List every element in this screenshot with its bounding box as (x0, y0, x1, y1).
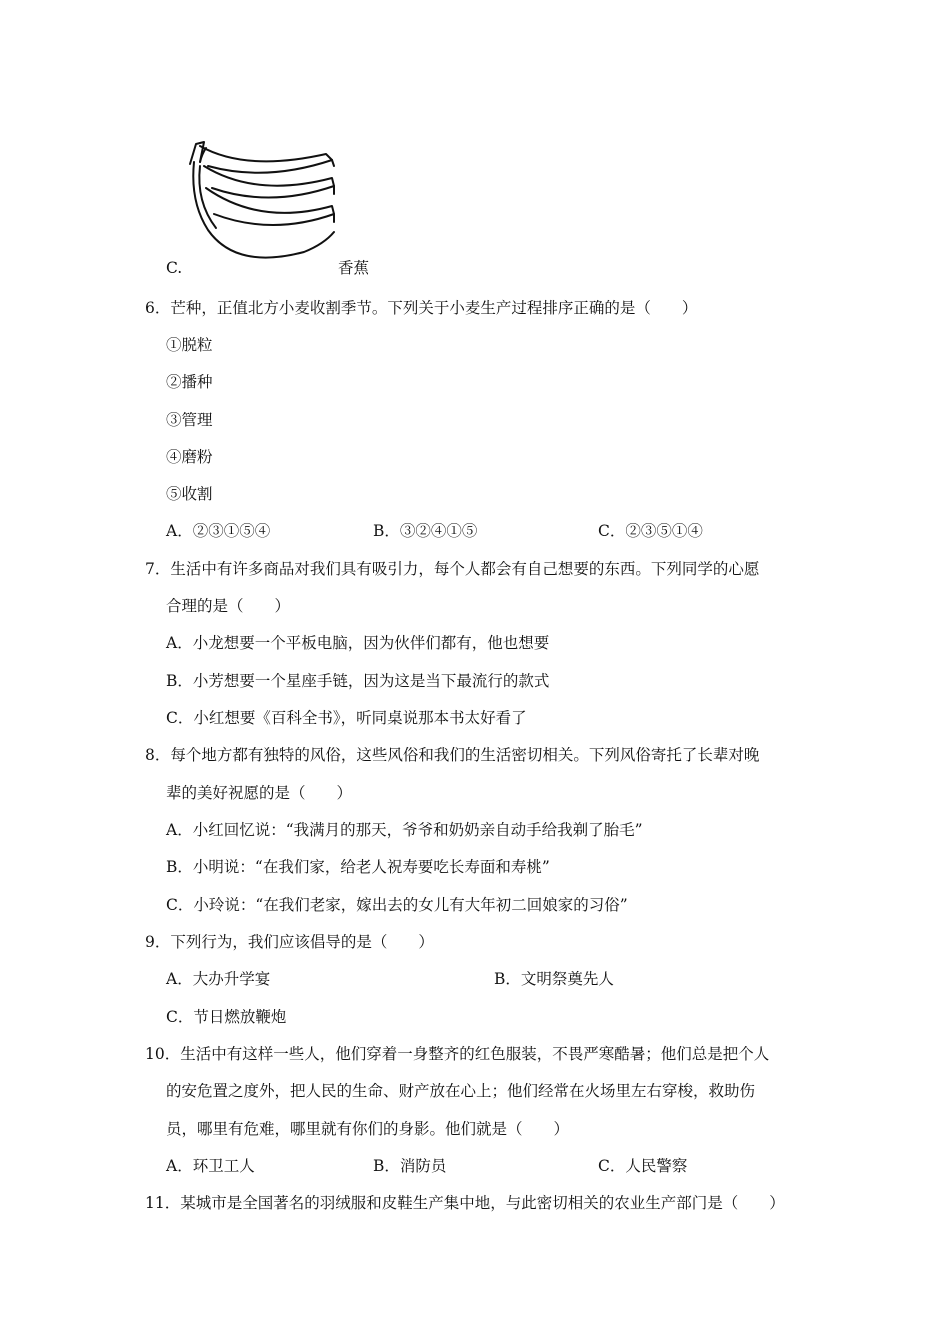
q8-stem-line1: 8．每个地方都有独特的风俗，这些风俗和我们的生活密切相关。下列风俗寄托了长辈对晚 (145, 746, 760, 764)
q10-stem-line2: 的安危置之度外，把人民的生命、财产放在心上；他们经常在火场里左右穿梭，救助伤 (166, 1082, 756, 1100)
q10-stem-line1: 10．生活中有这样一些人，他们穿着一身整齐的红色服装，不畏严寒酷暑；他们总是把个人 (145, 1045, 770, 1063)
q8-option-c: C．小玲说：“在我们老家，嫁出去的女儿有大年初二回娘家的习俗” (166, 896, 628, 914)
q8-option-b: B．小明说：“在我们家，给老人祝寿要吃长寿面和寿桃” (166, 858, 550, 876)
q7-stem-line2: 合理的是（ ） (166, 597, 291, 615)
q5-option-c-label: C. (166, 259, 183, 277)
q10-stem-line3: 员，哪里有危难，哪里就有你们的身影。他们就是（ ） (166, 1120, 570, 1138)
q6-option-a: A．②③①⑤④ (166, 522, 271, 540)
q11-stem: 11．某城市是全国著名的羽绒服和皮鞋生产集中地，与此密切相关的农业生产部门是（ ） (145, 1194, 785, 1212)
q7-option-b: B．小芳想要一个星座手链，因为这是当下最流行的款式 (166, 672, 550, 690)
q8-stem-line2: 辈的美好祝愿的是（ ） (166, 784, 353, 802)
q10-option-a: A．环卫工人 (166, 1157, 255, 1175)
q9-option-c: C．节日燃放鞭炮 (166, 1008, 287, 1026)
q6-step: ②播种 (166, 373, 213, 391)
q6-option-b: B．③②④①⑤ (373, 522, 478, 540)
banana-bunch-image (186, 132, 336, 272)
q9-option-a: A．大办升学宴 (166, 970, 271, 988)
q7-stem-line1: 7．生活中有许多商品对我们具有吸引力，每个人都会有自己想要的东西。下列同学的心愿 (145, 560, 760, 578)
q7-option-a: A．小龙想要一个平板电脑，因为伙伴们都有，他也想要 (166, 634, 550, 652)
q6-step: ④磨粉 (166, 448, 213, 466)
q6-stem: 6．芒种，正值北方小麦收割季节。下列关于小麦生产过程排序正确的是（ ） (145, 299, 698, 317)
q6-option-c: C．②③⑤①④ (598, 522, 703, 540)
q9-stem: 9．下列行为，我们应该倡导的是（ ） (145, 933, 434, 951)
q7-option-c: C．小红想要《百科全书》，听同桌说那本书太好看了 (166, 709, 527, 727)
q5-option-c-text: 香蕉 (338, 259, 370, 277)
q8-option-a: A．小红回忆说：“我满月的那天，爷爷和奶奶亲自动手给我剃了胎毛” (166, 821, 643, 839)
q10-option-c: C．人民警察 (598, 1157, 688, 1175)
q9-option-b: B．文明祭奠先人 (494, 970, 614, 988)
q6-step: ③管理 (166, 411, 213, 429)
q10-option-b: B．消防员 (373, 1157, 447, 1175)
q6-step: ⑤收割 (166, 485, 213, 503)
q6-step: ①脱粒 (166, 336, 213, 354)
